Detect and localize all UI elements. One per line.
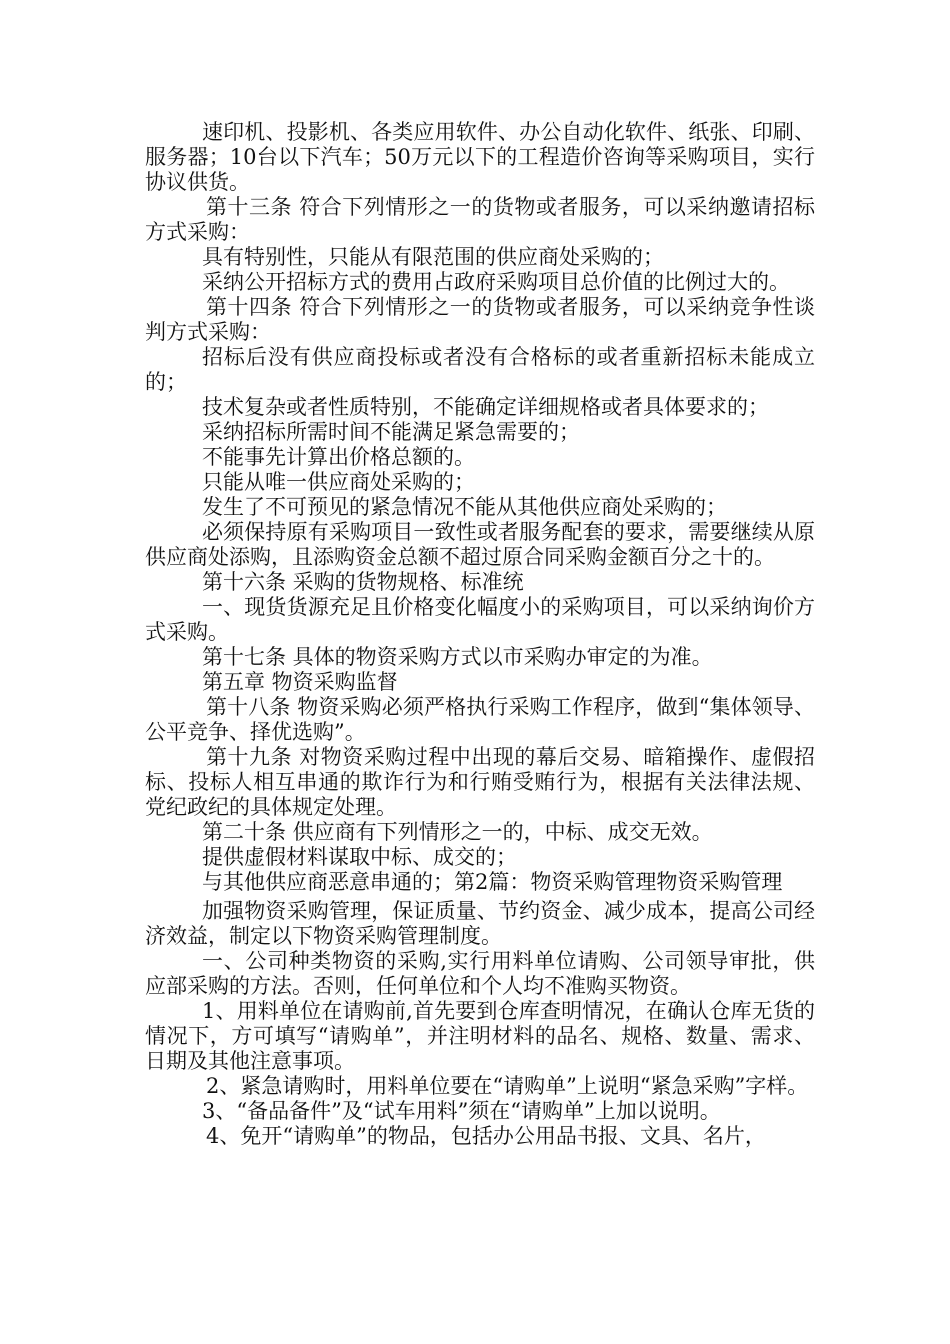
paragraph-article-14-item-3: 采纳招标所需时间不能满足紧急需要的； (202, 420, 580, 444)
paragraph-article-14-item-2: 技术复杂或者性质特别，不能确定详细规格或者具体要求的； (202, 395, 769, 419)
paragraph-article-14-item-7: 必须保持原有采购项目一致性或者服务配套的要求，需要继续从原供应商处添购，且添购资金总额不超过原合同采购金额百分之十的。 (145, 520, 815, 569)
paragraph-article-14-item-4: 不能事先计算出价格总额的。 (202, 445, 475, 469)
paragraph-article-20-item-2: 与其他供应商恶意串通的；第2篇：物资采购管理物资采购管理 (202, 870, 783, 894)
paragraph-article-14: 第十四条 符合下列情形之一的货物或者服务，可以采纳竞争性谈判方式采购： (145, 295, 815, 344)
paragraph-article-13: 第十三条 符合下列情形之一的货物或者服务，可以采纳邀请招标方式采购： (145, 195, 815, 244)
paragraph-article-20-item-1: 提供虚假材料谋取中标、成交的； (202, 845, 517, 869)
paragraph-article-14-item-5: 只能从唯一供应商处采购的； (202, 470, 475, 494)
chapter-heading-5: 第五章 物资采购监督 (202, 670, 398, 694)
paragraph-section-1: 一、公司种类物资的采购,实行用料单位请购、公司领导审批，供应部采购的方法。否则，任何单位和个人均不准购买物资。 (145, 949, 815, 998)
paragraph-item-4: 4、免开“请购单”的物品，包括办公用品书报、文具、名片， (206, 1124, 766, 1148)
paragraph-item-3: 3、“备品备件”及“试车用料”须在“请购单”上加以说明。 (202, 1099, 721, 1123)
paragraph-item-2: 2、紧急请购时，用料单位要在“请购单”上说明“紧急采购”字样。 (206, 1074, 809, 1098)
paragraph-inquiry-method: 一、现货货源充足且价格变化幅度小的采购项目，可以采纳询价方式采购。 (145, 595, 815, 644)
paragraph-article-16: 第十六条 采购的货物规格、标准统 (202, 570, 524, 594)
paragraph-article-17: 第十七条 具体的物资采购方式以市采购办审定的为准。 (202, 645, 713, 669)
paragraph-item-1: 1、用料单位在请购前,首先要到仓库查明情况，在确认仓库无货的情况下，方可填写“请购单”，并注明材料的品名、规格、数量、需求、日期及其他注意事项。 (145, 999, 815, 1073)
paragraph-article-19: 第十九条 对物资采购过程中出现的幕后交易、暗箱操作、虚假招标、投标人相互串通的欺诈行为和行贿受贿行为，根据有关法律法规、党纪政纪的具体规定处理。 (145, 745, 815, 819)
paragraph-procurement-items: 速印机、投影机、各类应用软件、办公自动化软件、纸张、印刷、服务器；10台以下汽车；50万元以下的工程造价咨询等采购项目，实行协议供货。 (145, 120, 815, 194)
paragraph-article-18: 第十八条 物资采购必须严格执行采购工作程序，做到“集体领导、公平竞争、择优选购”。 (145, 695, 815, 744)
document-body (145, 120, 815, 1149)
paragraph-article-14-item-1: 招标后没有供应商投标或者没有合格标的或者重新招标未能成立的； (145, 345, 815, 394)
paragraph-article-13-item-2: 采纳公开招标方式的费用占政府采购项目总价值的比例过大的。 (202, 270, 790, 294)
paragraph-article-14-item-6: 发生了不可预见的紧急情况不能从其他供应商处采购的； (202, 495, 727, 519)
paragraph-management-intro: 加强物资采购管理，保证质量、节约资金、减少成本，提高公司经济效益，制定以下物资采购管理制度。 (145, 899, 815, 948)
paragraph-article-13-item-1: 具有特别性，只能从有限范围的供应商处采购的； (202, 245, 664, 269)
paragraph-article-20: 第二十条 供应商有下列情形之一的，中标、成交无效。 (202, 820, 713, 844)
